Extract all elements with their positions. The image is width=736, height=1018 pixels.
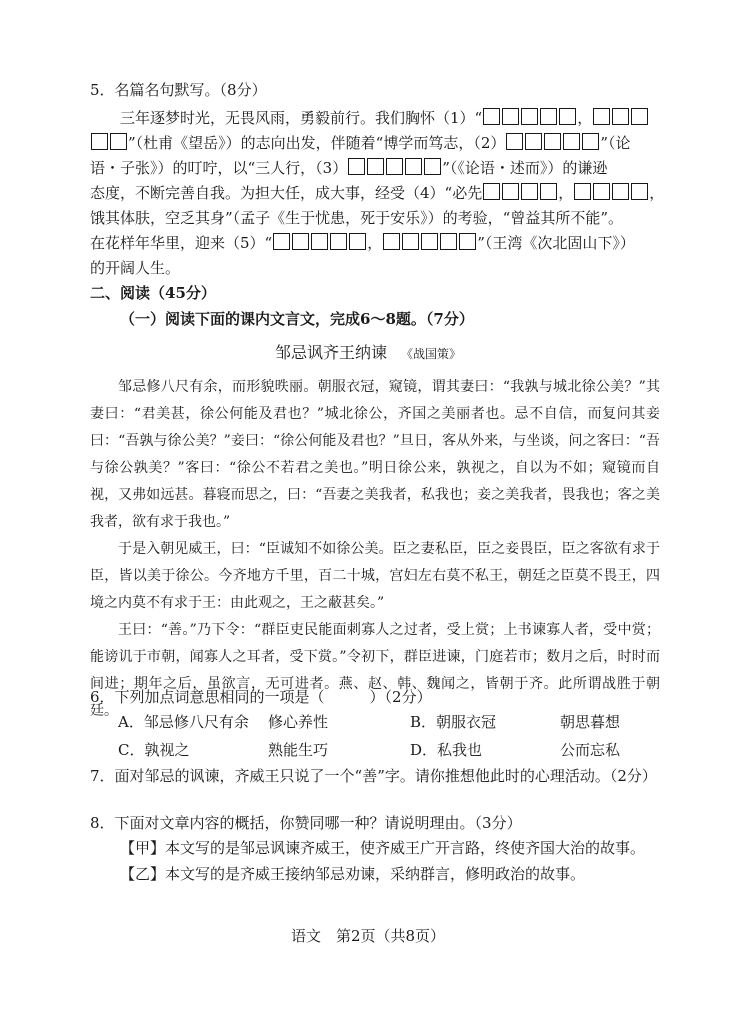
q5-line-6: 在花样年华里，迎来（5）“ ， ”（王湾《次北固山下》） bbox=[90, 234, 635, 252]
blank-box[interactable] bbox=[349, 233, 366, 250]
blank-box[interactable] bbox=[311, 233, 328, 250]
blank-box[interactable] bbox=[110, 133, 127, 150]
blank-box[interactable] bbox=[405, 158, 422, 175]
blank-box[interactable] bbox=[502, 108, 519, 125]
blank-box[interactable] bbox=[424, 158, 441, 175]
q5-line-2 bbox=[90, 133, 631, 153]
blank-box[interactable] bbox=[273, 233, 290, 250]
passage-title-line bbox=[0, 343, 736, 364]
blank-box[interactable] bbox=[386, 158, 403, 175]
blank-box[interactable] bbox=[612, 108, 629, 125]
passage-source: 《战国策》 bbox=[401, 347, 462, 361]
passage-paragraph-3: 王曰：“善。”乃下令：“群臣吏民能面刺寡人之过者，受上赏；上书谏寡人者，受中赏；能谤讥于市朝，闻寡人之耳者，受下赏。”令初下，群臣进谏，门庭若市；数月之后，时时而间进；期年之后，虽欲言，无可进者。燕、赵、韩、魏闻之，皆朝于齐。此所谓战胜于朝廷。 bbox=[90, 622, 660, 719]
q6-stem: 6．下列加点词意思相同的一项是（ ）（2分） bbox=[90, 688, 432, 706]
q5-text-2b: ”（杜甫《望岳》）的志向出发，伴随着“博学而笃志，（2） bbox=[128, 134, 506, 152]
blank-box[interactable] bbox=[574, 183, 591, 200]
blank-box[interactable] bbox=[459, 233, 476, 250]
q6-option-b-1: B．朝服衣冠 bbox=[410, 713, 497, 731]
blank-box[interactable] bbox=[502, 183, 519, 200]
q5-text-3b: ”（《论语・述而》）的谦逊 bbox=[442, 159, 608, 177]
q5-line-5: 饿其体肤，空乏其身”（孟子《生于忧患，死于安乐》）的考验，“曾益其所不能”。 bbox=[90, 209, 624, 227]
q5-header: 5．名篇名句默写。（8分） bbox=[90, 81, 267, 99]
blank-box[interactable] bbox=[506, 133, 523, 150]
q5-text-4a: 态度，不断完善自我。为担大任，成大事，经受（4）“必先 bbox=[90, 184, 483, 202]
blank-box[interactable] bbox=[91, 133, 108, 150]
blank-box[interactable] bbox=[540, 108, 557, 125]
q6-option-a-1: A．邹忌修八尺有余 bbox=[118, 713, 249, 731]
blank-box[interactable] bbox=[612, 183, 629, 200]
page-footer: 语文 第2页（共8页） bbox=[290, 927, 446, 945]
blank-box[interactable] bbox=[544, 133, 561, 150]
q6-option-c-2: 熟能生巧 bbox=[268, 741, 329, 759]
q5-line-4: 态度，不断完善自我。为担大任，成大事，经受（4）“必先 ， ， bbox=[90, 184, 665, 202]
blank-box[interactable] bbox=[540, 183, 557, 200]
passage-paragraph-1: 邹忌修八尺有余，而形貌昳丽。朝服衣冠，窥镜，谓其妻曰：“我孰与城北徐公美？”其妻曰：“君美甚，徐公何能及君也？”城北徐公，齐国之美丽者也。忌不自信，而复问其妾曰：“吾孰与徐公美？”妾曰：“徐公何能及君也？”旦日，客从外来，与坐谈，问之客曰：“吾与徐公孰美？”客曰：“徐公不若君之美也。”明日徐公来，孰视之，自以为不如；窥镜而自视，又弗如远甚。暮寝而思之，曰：“吾妻之美我者，私我也；妾之美我者，畏我也；客之美我者，欲有求于我也。” bbox=[90, 379, 660, 530]
blank-box[interactable] bbox=[383, 233, 400, 250]
q8-stem: 8．下面对文章内容的概括，你赞同哪一种？请说明理由。（3分） bbox=[90, 814, 522, 832]
q5-text-3a: 语・子张》）的叮咛，以“三人行，（3） bbox=[90, 159, 348, 177]
blank-box[interactable] bbox=[330, 233, 347, 250]
q8-option-yi: 【乙】本文写的是齐威王接纳邹忌劝谏，采纳群言，修明政治的故事。 bbox=[120, 865, 586, 883]
q6-option-c-1: C．孰视之 bbox=[118, 741, 190, 759]
blank-box[interactable] bbox=[593, 108, 610, 125]
passage-body bbox=[90, 374, 660, 725]
q5-line-1: 三年逐梦时光，无畏风雨，勇毅前行。我们胸怀（1）“ ， bbox=[120, 108, 649, 128]
blank-box[interactable] bbox=[421, 233, 438, 250]
blank-box[interactable] bbox=[521, 183, 538, 200]
q8-option-jia: 【甲】本文写的是邹忌讽谏齐威王，使齐威王广开言路，终使齐国大治的故事。 bbox=[120, 839, 646, 857]
blank-box[interactable] bbox=[348, 158, 365, 175]
part1-heading: （一）阅读下面的课内文言文，完成6～8题。（7分） bbox=[120, 310, 474, 328]
passage-title: 邹忌讽齐王纳谏 bbox=[274, 343, 387, 362]
q5-line-3 bbox=[90, 158, 607, 178]
blank-box[interactable] bbox=[483, 183, 500, 200]
blank-box[interactable] bbox=[582, 133, 599, 150]
blank-box[interactable] bbox=[559, 108, 576, 125]
blank-box[interactable] bbox=[402, 233, 419, 250]
blank-box[interactable] bbox=[292, 233, 309, 250]
q6-option-d-1: D．私我也 bbox=[410, 741, 483, 759]
blank-box[interactable] bbox=[367, 158, 384, 175]
blank-box[interactable] bbox=[440, 233, 457, 250]
blank-box[interactable] bbox=[521, 108, 538, 125]
q5-text-6a: 在花样年华里，迎来（5）“ bbox=[90, 234, 273, 252]
q6-option-b-2: 朝思暮想 bbox=[560, 713, 621, 731]
passage-paragraph-2: 于是入朝见威王，曰：“臣诚知不如徐公美。臣之妻私臣，臣之妾畏臣，臣之客欲有求于臣，皆以美于徐公。今齐地方千里，百二十城，宫妇左右莫不私王，朝廷之臣莫不畏王，四境之内莫不有求于王：由此观之，王之蔽甚矣。” bbox=[90, 541, 660, 611]
blank-box[interactable] bbox=[483, 108, 500, 125]
blank-box[interactable] bbox=[631, 108, 648, 125]
q6-option-d-2: 公而忘私 bbox=[560, 741, 621, 759]
section-reading-heading: 二、阅读（45分） bbox=[90, 284, 216, 302]
q6-option-a-2: 修心养性 bbox=[268, 713, 329, 731]
q5-text-1a: 三年逐梦时光，无畏风雨，勇毅前行。我们胸怀（1）“ bbox=[120, 109, 483, 127]
blank-box[interactable] bbox=[525, 133, 542, 150]
q5-text-2c: ”（论 bbox=[600, 134, 631, 152]
blank-box[interactable] bbox=[563, 133, 580, 150]
q5-line-7: 的开阔人生。 bbox=[90, 259, 181, 277]
q5-text-6b: ”（王湾《次北固山下》） bbox=[477, 234, 635, 252]
blank-box[interactable] bbox=[631, 183, 648, 200]
q7-stem: 7．面对邹忌的讽谏，齐威王只说了一个“善”字。请你推想他此时的心理活动。（2分） bbox=[90, 767, 657, 785]
blank-box[interactable] bbox=[593, 183, 610, 200]
